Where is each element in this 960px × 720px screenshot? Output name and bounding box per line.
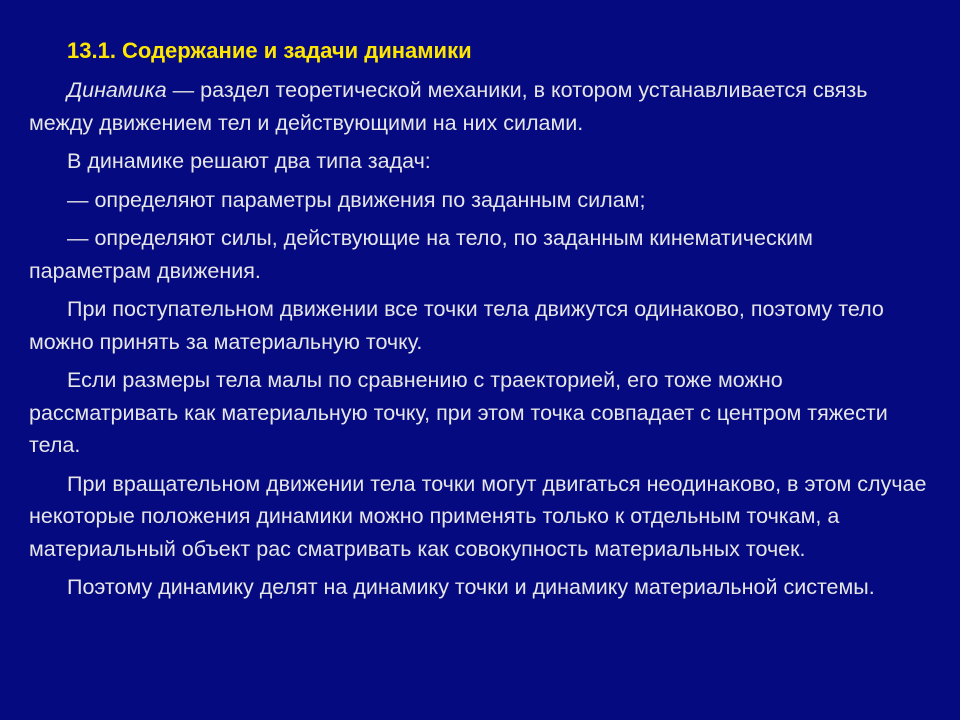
- paragraph-task-2: — определяют силы, действующие на тело, по заданным кинематическим параметрам движения.: [29, 226, 813, 283]
- slide-content: [29, 35, 934, 610]
- paragraph-task-1: — определяют параметры движения по заданным силам;: [67, 187, 646, 212]
- definition-term: Динамика: [67, 78, 167, 102]
- paragraph-task-types: В динамике решают два типа задач:: [67, 149, 431, 173]
- definition-paragraph: [29, 74, 934, 139]
- paragraph-translational: При поступательном движении все точки тела движутся одинаково, поэтому тело можно принять за материальную точку.: [29, 297, 884, 354]
- paragraph-rotational: При вращательном движении тела точки могут двигаться неодинаково, в этом случае некоторые положения динамики можно применять только к отдельным точкам, а материальный объект рас сматривать как совокупность материальных точек.: [29, 471, 927, 561]
- slide-title: 13.1. Содержание и задачи динамики: [67, 38, 472, 63]
- paragraph-conclusion: Поэтому динамику делят на динамику точки и динамику материальной системы.: [67, 575, 875, 599]
- definition-text: — раздел теоретической механики, в котором устанавливается связь между движением тел и действующими на них силами.: [29, 78, 868, 135]
- paragraph-small-body: Если размеры тела малы по сравнению с траекторией, его тоже можно рассматривать как материальную точку, при этом точка совпадает с центром тяжести тела.: [29, 368, 888, 457]
